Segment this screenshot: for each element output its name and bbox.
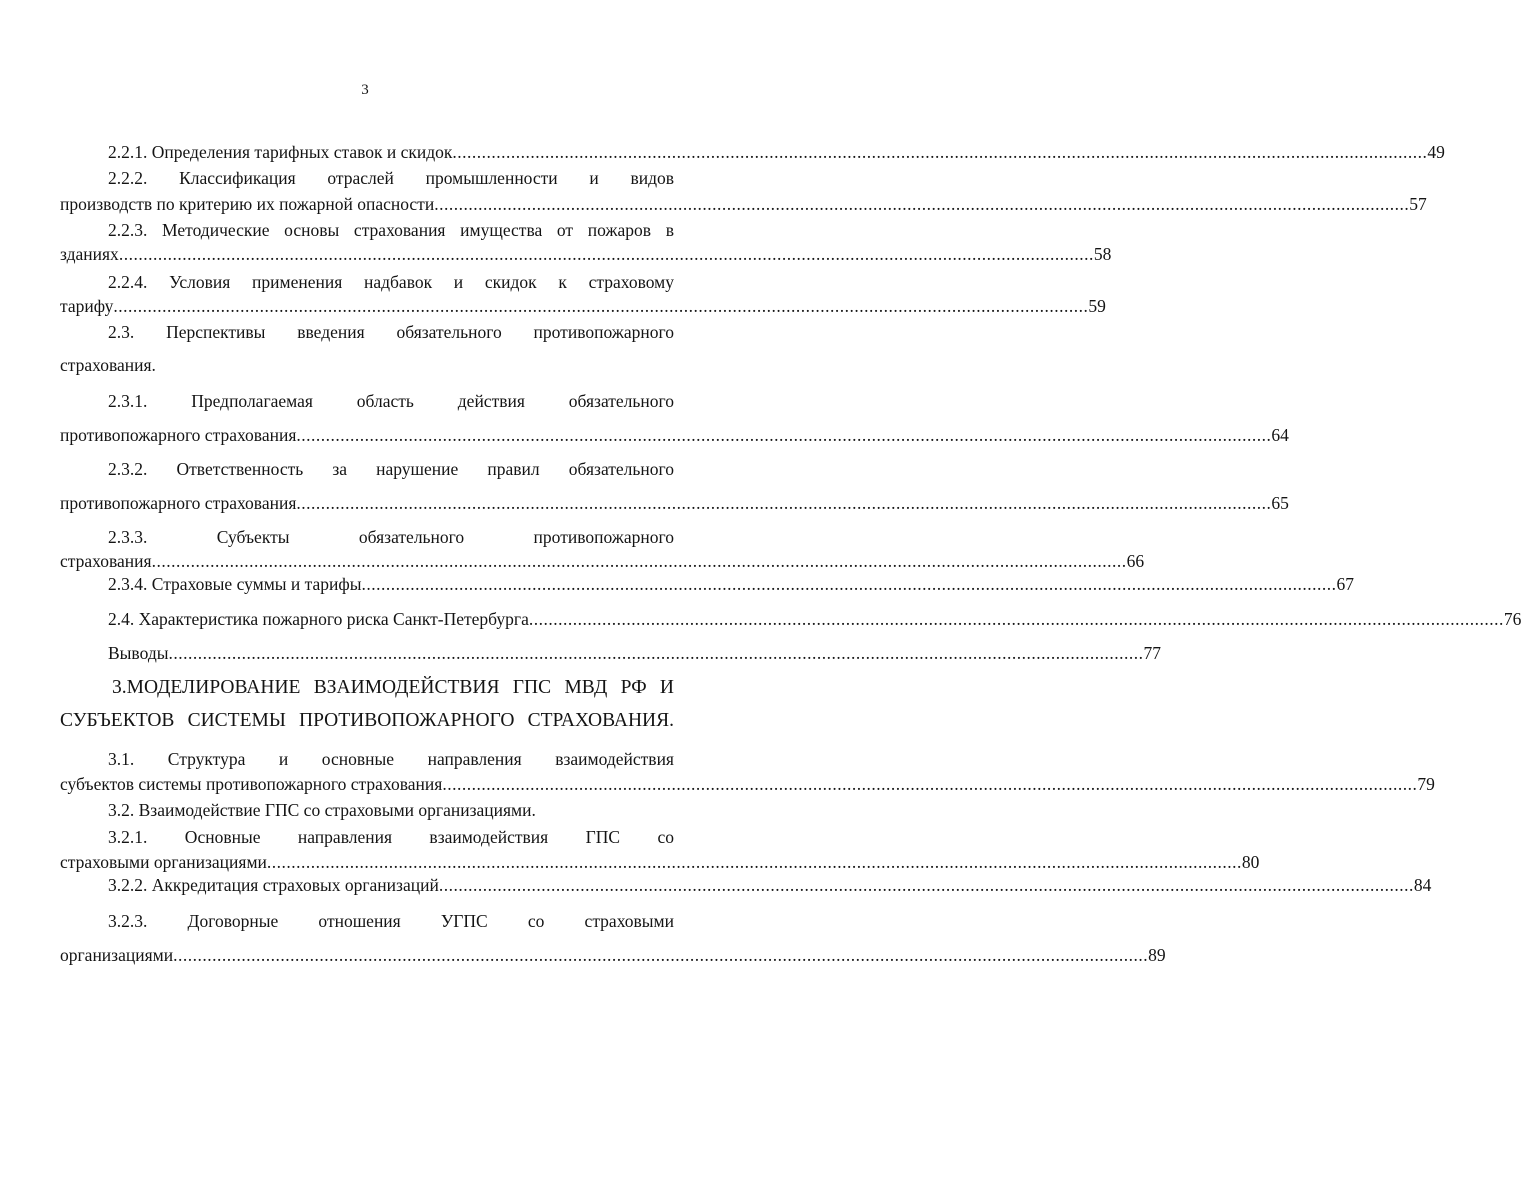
page-number: 3 [361,82,369,98]
toc-leader-dots: ........................................................................................................................................................................................................ [266,852,1242,872]
toc-leader-dots: ........................................................................................................................................................................................................ [434,194,1410,214]
toc-entry-title: 2.3.2. Ответственность за нарушение правил обязательного [108,459,674,479]
toc-page-number: 65 [1271,493,1289,513]
toc-entry-title: 2.2.2. Классификация отраслей промышленности и видов [108,168,674,188]
toc-page-number: 59 [1088,296,1106,316]
toc-entry-title: 2.2.3. Методические основы страхования имущества от пожаров в [108,220,674,240]
toc-page-number: 76 [1503,609,1521,629]
toc-leader-dots: ........................................................................................................................................................................................................ [151,551,1127,571]
toc-leader-dots: ........................................................................................................................................................................................................ [528,609,1504,629]
toc-page-number: 67 [1336,574,1354,594]
toc-entry-title: 3.2.2. Аккредитация страховых организаций [108,875,439,895]
toc-page-number: 79 [1417,774,1435,794]
toc-leader-dots: ........................................................................................................................................................................................................ [296,425,1272,445]
toc-page-number: 84 [1413,875,1432,895]
toc-page-number: 49 [1427,142,1445,162]
toc-entry-title-cont: производств по критерию их пожарной опасности [60,194,435,214]
toc-entry-title-cont: субъектов системы противопожарного страхования [60,774,443,794]
toc-entry-title-cont: противопожарного страхования [60,493,297,513]
toc-entry-title-cont: противопожарного страхования [60,425,297,445]
toc-leader-dots: ........................................................................................................................................................................................................ [442,774,1418,794]
toc-leader-dots: ........................................................................................................................................................................................................ [452,142,1428,162]
chapter-3-heading-line2: СУБЪЕКТОВ СИСТЕМЫ ПРОТИВОПОЖАРНОГО СТРАХОВАНИЯ. [60,710,674,731]
toc-page-number: 64 [1271,425,1289,445]
toc-page-number: 89 [1148,945,1166,965]
toc-entry-title-cont: зданиях [60,244,119,264]
toc-page-number: 80 [1241,852,1260,872]
toc-entry-title: 3.2.3. Договорные отношения УГПС со страховыми [108,911,674,931]
toc-page-number: 77 [1143,643,1161,663]
toc-entry-title-cont: страховыми организациями [60,852,267,872]
toc-entry-title-cont: страхования. [60,355,156,375]
toc-leader-dots: ........................................................................................................................................................................................................ [361,574,1337,594]
toc-entry-title: 2.3.3. Субъекты обязательного противопожарного [108,527,674,547]
toc-entry-title-cont: страхования [60,551,152,571]
toc-entry-title: Выводы [108,643,169,663]
toc-page-number: 57 [1409,194,1427,214]
toc-entry-title: 2.3.4. Страховые суммы и тарифы [108,574,362,594]
toc-leader-dots: ........................................................................................................................................................................................................ [118,244,1094,264]
toc-entry-title: 2.4. Характеристика пожарного риска Санкт-Петербурга [108,609,529,629]
toc-leader-dots: ........................................................................................................................................................................................................ [438,875,1414,895]
toc-entry-title: 3.2.1. Основные направления взаимодействия ГПС со [108,827,674,847]
toc-page-number: 66 [1126,551,1145,571]
toc-entry-title-cont: тарифу [60,296,114,316]
toc-page-number: 58 [1093,244,1112,264]
toc-entry-title: 3.1. Структура и основные направления взаимодействия [108,749,674,769]
toc-leader-dots: ........................................................................................................................................................................................................ [113,296,1089,316]
toc-entry-title: 2.3. Перспективы введения обязательного противопожарного [108,322,674,342]
toc-leader-dots: ........................................................................................................................................................................................................ [168,643,1144,663]
toc-entry-title-cont: организациями [60,945,174,965]
toc-entry-title: 2.3.1. Предполагаемая область действия обязательного [108,391,674,411]
chapter-3-heading-line1: 3.МОДЕЛИРОВАНИЕ ВЗАИМОДЕЙСТВИЯ ГПС МВД РФ И [112,677,674,698]
toc-entry-title: 2.2.1. Определения тарифных ставок и скидок [108,142,453,162]
toc-leader-dots: ........................................................................................................................................................................................................ [173,945,1149,965]
toc-leader-dots: ........................................................................................................................................................................................................ [296,493,1272,513]
toc-entry-title: 2.2.4. Условия применения надбавок и скидок к страховому [108,272,674,292]
toc-entry-title: 3.2. Взаимодействие ГПС со страховыми организациями. [108,800,536,820]
